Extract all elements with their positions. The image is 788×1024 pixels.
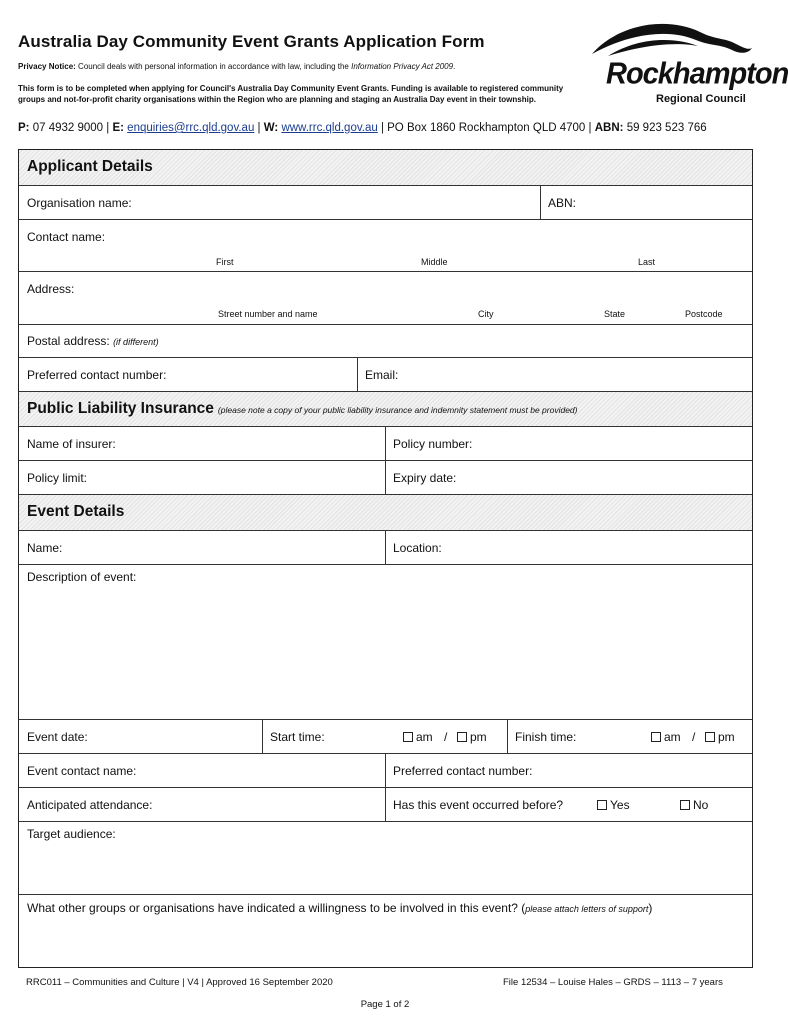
target-audience-row [19, 822, 752, 895]
organisation-name-field[interactable]: Organisation name: [27, 196, 132, 210]
policy-number-field[interactable]: Policy number: [393, 437, 473, 451]
first-name-caption: First [216, 257, 234, 267]
event-name-field[interactable]: Name: [27, 541, 63, 555]
contact-name-field[interactable]: Contact name: [27, 230, 106, 244]
contact-line: P: 07 4932 9000 | E: enquiries@rrc.qld.gov.au | W: www.rrc.qld.gov.au | PO Box 1860 Rockhampton QLD 4700 | ABN: 59 923 523 766 [18, 122, 707, 134]
footer-document-info: RRC011 – Communities and Culture | V4 | Approved 16 September 2020 [26, 977, 333, 988]
footer-file-info: File 12534 – Louise Hales – GRDS – 1113 – 7 years [503, 977, 723, 988]
start-pm-checkbox[interactable]: pm [457, 730, 487, 744]
email-link[interactable]: enquiries@rrc.qld.gov.au [127, 122, 255, 134]
logo-subtitle: Regional Council [656, 93, 746, 105]
intro-text: This form is to be completed when applying for Council's Australia Day Community Event Grants. Funding is available to registered community groups and not-for-profit charity organisations within the Region who are planning and staging an Australia Day event in their township. [18, 84, 564, 104]
description-row [19, 565, 752, 720]
city-caption: City [478, 309, 494, 319]
other-groups-row [19, 895, 752, 967]
section-event-details [19, 495, 752, 531]
event-contact-name-field[interactable]: Event contact name: [27, 764, 137, 778]
insurer-row [19, 427, 752, 461]
section-heading: Event Details [27, 503, 125, 520]
contact-details-row [19, 358, 752, 392]
target-audience-field[interactable]: Target audience: [27, 827, 116, 841]
event-contact-row [19, 754, 752, 788]
attendance-row [19, 788, 752, 822]
slash-separator: / [444, 730, 448, 744]
other-groups-field[interactable]: What other groups or organisations have indicated a willingness to be involved in this event? (please attach letters of support) [27, 901, 653, 915]
finish-time-field[interactable]: Finish time: [515, 730, 577, 744]
occurred-yes-checkbox[interactable]: Yes [597, 798, 630, 812]
section-heading: Public Liability Insurance (please note a copy of your public liability insurance and indemnity statement must be provided) [27, 400, 578, 417]
last-name-caption: Last [638, 257, 656, 267]
website-link[interactable]: www.rrc.qld.gov.au [281, 122, 378, 134]
form-title: Australia Day Community Event Grants Application Form [18, 32, 485, 51]
policy-row [19, 461, 752, 495]
occurred-no-checkbox[interactable]: No [680, 798, 708, 812]
finish-am-checkbox[interactable]: am [651, 730, 681, 744]
expiry-date-field[interactable]: Expiry date: [393, 471, 457, 485]
event-time-row [19, 720, 752, 754]
email-field[interactable]: Email: [365, 368, 399, 382]
address-field[interactable]: Address: [27, 282, 75, 296]
state-caption: State [604, 309, 626, 319]
preferred-contact-number-field[interactable]: Preferred contact number: [27, 368, 167, 382]
event-location-field[interactable]: Location: [393, 541, 442, 555]
middle-name-caption: Middle [421, 257, 448, 267]
address-row [19, 272, 752, 325]
contact-name-row [19, 220, 752, 272]
start-am-checkbox[interactable]: am [403, 730, 433, 744]
occurred-before-label: Has this event occurred before? [393, 798, 564, 812]
postal-address-row [19, 325, 752, 358]
section-public-liability [19, 392, 752, 427]
slash-separator: / [692, 730, 696, 744]
council-logo [588, 18, 788, 105]
policy-limit-field[interactable]: Policy limit: [27, 471, 88, 485]
start-time-field[interactable]: Start time: [270, 730, 325, 744]
insurer-name-field[interactable]: Name of insurer: [27, 437, 116, 451]
section-applicant-details [19, 150, 752, 186]
postal-address-field[interactable]: Postal address: (if different) [27, 334, 159, 348]
page-number: Page 1 of 2 [360, 999, 410, 1010]
logo-wordmark: Rockhampton [606, 57, 788, 91]
abn-field[interactable]: ABN: [548, 196, 577, 210]
application-form [18, 149, 753, 968]
street-caption: Street number and name [218, 309, 318, 319]
postcode-caption: Postcode [685, 309, 723, 319]
event-name-row [19, 531, 752, 565]
privacy-notice: Privacy Notice: Council deals with personal information in accordance with law, including the Information Privacy Act 2009. [18, 62, 456, 71]
finish-pm-checkbox[interactable]: pm [705, 730, 735, 744]
event-date-field[interactable]: Event date: [27, 730, 88, 744]
event-description-field[interactable]: Description of event: [27, 570, 137, 584]
organisation-row [19, 186, 752, 220]
section-heading: Applicant Details [27, 158, 153, 175]
event-contact-number-field[interactable]: Preferred contact number: [393, 764, 533, 778]
anticipated-attendance-field[interactable]: Anticipated attendance: [27, 798, 153, 812]
